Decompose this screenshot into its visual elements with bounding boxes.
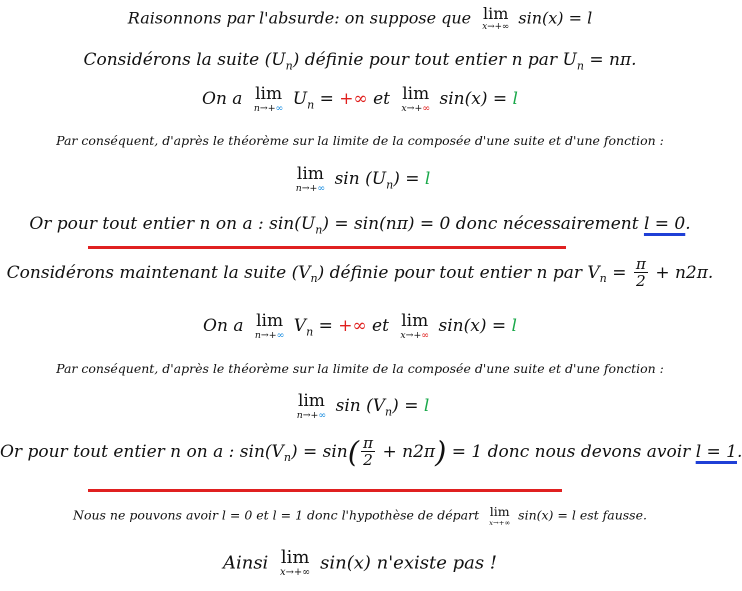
text: et (367, 89, 396, 110)
text: = (314, 89, 340, 110)
subscript: n (283, 451, 291, 465)
text: V (293, 316, 307, 337)
text: ) = sin(nπ) = 0 donc nécessairement (322, 214, 644, 234)
line-contradiction (0, 506, 720, 526)
limit-operator: lim x→+∞ (400, 311, 430, 341)
line-define-un (0, 50, 720, 72)
text: = nπ. (583, 50, 637, 70)
subscript: n (385, 405, 393, 419)
text: Par conséquent, d'après le théorème sur la limite de la composée d'une suite et d'une fonction : (56, 361, 664, 376)
underlined-result: l = 0 (643, 214, 686, 234)
line-define-vn: Considérons maintenant la suite $(V_n)$ définie pour tout entier n par $V_n$ = $\frac{\pi}{2}$ + n2π. (6, 255, 714, 291)
line-final-conclusion (0, 549, 720, 578)
plus-infinity: +∞ (338, 316, 367, 337)
text: sin(x) = (439, 89, 513, 110)
subscript: n (386, 178, 394, 192)
text: Or pour tout entier n on a : sin(V (0, 441, 284, 462)
subscript: n (576, 59, 584, 73)
line-composed-limit-2 (0, 393, 720, 420)
limit-operator: lim n→+∞ (254, 311, 285, 341)
line-conclusion-1 (0, 214, 720, 236)
text: ) définie pour tout entier n par U (292, 50, 577, 70)
text: Considérons maintenant la suite (V (6, 262, 311, 283)
fraction: $\frac{\pi}{2}$ (363, 434, 374, 470)
text: sin(x) = (438, 316, 512, 337)
text: Raisonnons par l'absurde: on suppose que (127, 8, 472, 28)
subscript: n (315, 223, 323, 237)
subscript: n (285, 59, 293, 73)
limit-l: l (423, 396, 430, 417)
text: + n2π. (649, 262, 714, 283)
limit-operator: lim x→+∞ (280, 547, 311, 578)
text: Ainsi (222, 552, 269, 574)
text: Par conséquent, d'après le théorème sur la limite de la composée d'une suite et d'une fonction : (56, 133, 664, 148)
text: sin (V (335, 396, 386, 417)
text: ) définie pour tout entier n par V (317, 262, 600, 283)
text: ) = (392, 396, 424, 417)
limit-l: l (424, 169, 431, 190)
limit-operator: lim n→+∞ (253, 84, 284, 114)
text: . (737, 441, 742, 462)
text: sin(x) = l est fausse. (518, 507, 647, 523)
limit-operator: lim x→+∞ (489, 504, 511, 527)
line-theorem-2 (0, 361, 720, 376)
line-composed-limit-1 (0, 166, 720, 193)
line-limits-un (0, 86, 720, 113)
text: U (292, 89, 308, 110)
line-assumption (0, 6, 720, 32)
limit-l: l (512, 89, 518, 110)
plus-infinity: +∞ (339, 89, 368, 110)
subscript: n (310, 272, 318, 286)
text: = (313, 316, 339, 337)
text: ) = (393, 169, 425, 190)
subscript: n (307, 98, 315, 112)
text: ) = sin (290, 441, 348, 462)
text: Or pour tout entier n on a : sin(U (29, 214, 316, 234)
text: et (366, 316, 395, 337)
text: . (685, 214, 691, 234)
limit-operator: lim n→+∞ (295, 164, 326, 194)
limit-l: l (511, 316, 517, 337)
red-divider (88, 489, 562, 492)
limit-operator: lim x→+∞ (401, 84, 431, 114)
subscript: n (306, 325, 314, 339)
text: sin(x) n'existe pas ! (320, 552, 498, 574)
text: sin (U (334, 169, 387, 190)
line-theorem-1 (0, 133, 720, 148)
text: sin(x) = l (518, 8, 593, 28)
underlined-result: l = 1 (695, 441, 737, 462)
fraction: $\frac{\pi}{2}$ (635, 255, 646, 291)
text: = 1 donc nous devons avoir (446, 441, 696, 462)
limit-operator: lim n→+∞ (296, 391, 327, 421)
text: On a (203, 316, 244, 337)
limit-operator: lim x→+∞ (482, 4, 510, 32)
line-limits-vn (0, 313, 720, 340)
line-conclusion-2: Or pour tout entier n on a : $\sin(V_n) = \sin$( $\frac{\pi}{2}$ + n2π) = 1 donc nous devons avoir l = 1. (0, 434, 742, 470)
text: + n2π (377, 441, 436, 462)
text: Considérons la suite (U (83, 50, 286, 70)
red-divider (88, 246, 566, 249)
text: Nous ne pouvons avoir l = 0 et l = 1 donc l'hypothèse de départ (73, 507, 480, 523)
text: On a (202, 89, 243, 110)
subscript: n (599, 272, 607, 286)
